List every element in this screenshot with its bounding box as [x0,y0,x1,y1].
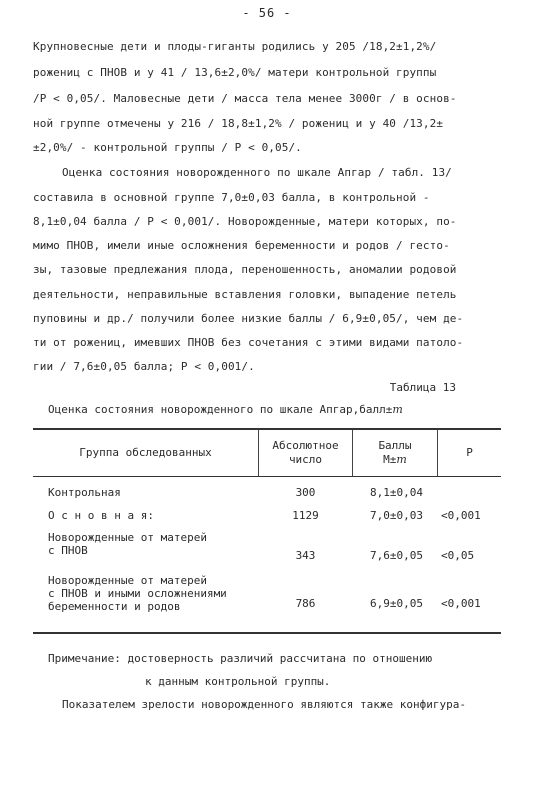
row-p: <0,001 [441,509,481,522]
column-divider [258,430,259,476]
text-line: пуповины и др./ получили более низкие баллы / 6,9±0,05/, чем де- [33,312,464,325]
row-count: 786 [295,597,316,610]
row-count: 300 [295,486,316,499]
text-line: деятельности, неправильные вставления головки, выпадение петель [33,288,457,301]
row-count: 1129 [292,509,319,522]
text-line: ти от рожениц, имевших ПНОВ без сочетания с этими видами патоло- [33,336,464,349]
table-caption: Таблица 13 [389,381,456,394]
row-group: Новорожденные от матерей [48,531,207,544]
table-title [48,403,403,416]
column-divider [352,430,353,476]
text-line: Показателем зрелости новорожденного являются также конфигура- [62,698,466,711]
row-group: беременности и родов [48,600,181,613]
row-count: 343 [295,549,316,562]
row-score: 7,6±0,05 [370,549,423,562]
text-line: зы, тазовые предлежания плода, переношенность, аномалии родовой [33,263,457,276]
row-score: 6,9±0,05 [370,597,423,610]
text-line: /Р < 0,05/. Маловесные дети / масса тела менее 3000г / в основ- [33,92,457,105]
table-header-rule [33,476,501,477]
row-group: Контрольная [48,486,121,499]
header-absolute: Абсолютное [272,439,339,452]
header-score-sub [353,454,437,466]
header-absolute-sub: число [288,453,323,466]
row-group: Новорожденные от матерей [48,574,207,587]
table-bottom-rule [33,632,501,634]
table-title-text: Оценка состояния новорожденного по шкале Апгар,балл± [48,403,393,416]
row-score: 7,0±0,03 [370,509,423,522]
text-line: гии / 7,6±0,05 балла; Р < 0,001/. [33,360,255,373]
table-note: Примечание: достоверность различий рассчитана по отношению [48,652,433,665]
row-group: О с н о в н а я: [48,509,154,522]
table-top-rule [33,428,501,430]
text-line: рожениц с ПНОВ и у 41 / 13,6±2,0%/ матери контрольной группы [33,66,437,79]
row-p: <0,05 [441,549,475,562]
text-line: 8,1±0,04 балла / Р < 0,001/. Новорожденные, матери которых, по- [33,215,457,228]
header-score: Баллы [378,439,412,452]
row-score: 8,1±0,04 [370,486,423,499]
text-line: ±2,0%/ - контрольной группы / Р < 0,05/. [33,141,302,154]
text-line: составила в основной группе 7,0±0,03 балла, в контрольной - [33,191,430,204]
table-note: к данным контрольной группы. [145,675,331,688]
row-p: <0,001 [441,597,481,610]
header-score-symbol: m [396,453,407,466]
table-title-symbol: m [392,403,403,416]
row-group: с ПНОВ [48,544,88,557]
text-line: Оценка состояния новорожденного по шкале Апгар / табл. 13/ [62,166,452,179]
text-line: ной группе отмечены у 216 / 18,8±1,2% / рожениц и у 40 /13,2± [33,117,444,130]
header-p: Р [466,446,473,459]
row-group: с ПНОВ и иными осложнениями [48,587,227,600]
text-line: Крупновесные дети и плоды-гиганты родились у 205 /18,2±1,2%/ [33,40,437,53]
page-number: - 56 - [242,6,292,20]
header-score-sub-text: М± [383,453,397,466]
header-group: Группа обследованных [79,446,212,459]
text-line: мимо ПНОВ, имели иные осложнения беременности и родов / гесто- [33,239,450,252]
